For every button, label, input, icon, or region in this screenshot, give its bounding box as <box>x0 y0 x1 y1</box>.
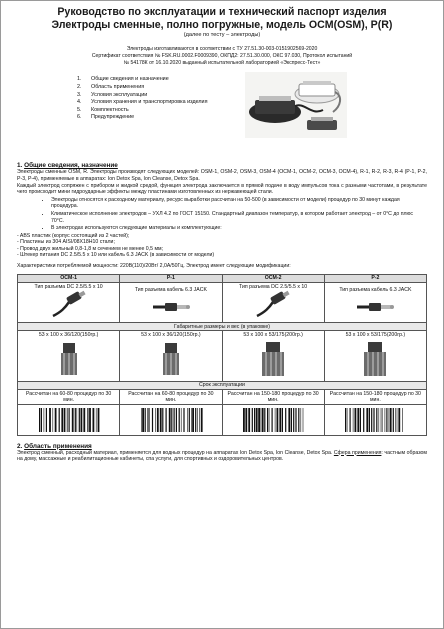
barcode-bar <box>74 408 75 432</box>
barcode-bar <box>301 408 302 432</box>
barcode-bar <box>285 408 286 432</box>
barcode-bar <box>162 408 163 432</box>
material-item: - ABS пластик (корпус состоящий из 2 частей); <box>17 232 130 239</box>
barcode-bar <box>374 408 375 432</box>
barcode-cell <box>120 404 222 435</box>
barcode-bar <box>157 408 159 432</box>
barcode-bar <box>192 408 194 432</box>
barcode-bar <box>187 408 188 432</box>
table-of-contents <box>77 76 231 122</box>
barcode-bar <box>355 408 357 432</box>
barcode-bar <box>347 408 348 432</box>
barcode-bar <box>258 408 260 432</box>
barcode-bar <box>201 408 203 432</box>
barcode-bar <box>178 408 179 432</box>
barcode-bar <box>358 408 360 432</box>
barcode-bar <box>399 408 401 432</box>
barcode-bar <box>152 408 153 432</box>
life-cell: Рассчитан на 150-180 процедур по 30 мин. <box>324 389 426 404</box>
material-item: - Пластины из 304 AISI/08Х18Н10 стали; <box>17 239 115 246</box>
toc-item: 4. Условия хранения и транспортировка изделия <box>77 99 208 106</box>
bullet-item: • Электроды относятся к расходному материалу, ресурс выработки рассчитан на 50-500 (в зависимости от модели) процедур по 30 минут каждая процедура. <box>51 197 427 210</box>
toc-item: 2. Область применения <box>77 83 145 90</box>
barcode-bar <box>76 408 77 432</box>
barcode-bar <box>67 408 68 432</box>
toc-item: 5. Комплектность <box>77 106 129 113</box>
barcode-bar <box>43 408 44 432</box>
cert-line-3: № 54178К от 16.10.2020 выданный испытательной лабораторией «Экспресс-Тест» <box>123 59 321 66</box>
barcode-bar <box>80 408 82 432</box>
barcode-bar <box>289 408 291 432</box>
dc-plug-icon <box>49 290 89 320</box>
barcode-bar <box>269 408 270 432</box>
jack-plug-icon <box>355 293 395 317</box>
barcode-bar <box>403 408 404 432</box>
section-1-paragraph-1: Электроды сменные OSM, R. Электроды производят следующих моделей: OSM-1, OSM-2, OSM-3, OSM-4 (OCM-1, OCM-2, OCM-3, OCM-4), R-1, R-2, R-3, R-4 (P-1, P-2, P-3, P-4), применяемые в аппаратах: Ion Detox Spa, Ion Cleanse, Detox Spa. <box>17 169 427 182</box>
section-1-title: Общие сведения, назначение <box>24 162 118 170</box>
barcode-bar <box>191 408 192 432</box>
barcode-bar <box>264 408 265 432</box>
power-characteristics: Характеристики потребляемой мощности: 220В(110)/20Вт/ 2,0А/50Гц. Электрод имеет следующие модификации: <box>17 262 291 269</box>
barcode-bar <box>171 408 172 432</box>
barcode-icon <box>37 407 101 433</box>
barcode-bar <box>97 408 99 432</box>
barcode-icon <box>139 407 203 433</box>
barcode-bar <box>83 408 85 432</box>
barcode-bar <box>197 408 198 432</box>
barcode-bar <box>379 408 380 432</box>
barcode-bar <box>280 408 282 432</box>
model-header: OCM-2 <box>222 274 324 282</box>
barcode-bar <box>39 408 40 432</box>
model-header: OCM-1 <box>18 274 120 282</box>
barcode-bar <box>393 408 394 432</box>
barcode-bar <box>272 408 273 432</box>
barcode-bar <box>61 408 63 432</box>
barcode-cell <box>324 404 426 435</box>
connector-cell: Тип разъема кабель 6.3 JACK <box>120 282 222 323</box>
barcode-bar <box>277 408 279 432</box>
cert-line-1: Электроды изготавливаются в соответствии с ТУ 27.51.30-003-0151902569-2020 <box>126 46 318 52</box>
barcode-bar <box>89 408 91 432</box>
table-header-row <box>18 274 427 282</box>
title-line-1: Руководство по эксплуатации и технический паспорт изделия <box>57 6 387 18</box>
life-cell: Рассчитан на 60-80 процедур по 30 мин. <box>18 389 120 404</box>
barcode-bar <box>45 408 46 432</box>
barcode-cell <box>222 404 324 435</box>
barcode-bar <box>291 408 292 432</box>
barcode-bar <box>387 408 388 432</box>
barcode-bar <box>395 408 396 432</box>
barcode-bar <box>142 408 144 432</box>
model-header: P-2 <box>324 274 426 282</box>
connector-row <box>18 282 427 323</box>
barcode-bar <box>390 408 392 432</box>
barcode-icon <box>241 407 305 433</box>
title-line-2: Электроды сменные, полно погружные, модель OCM(OSM), P(R) <box>51 18 393 31</box>
barcode-bar <box>169 408 171 432</box>
life-header-row <box>18 381 427 389</box>
barcode-bar <box>381 408 382 432</box>
barcode-bar <box>360 408 361 432</box>
barcode-bar <box>78 408 79 432</box>
barcode-bar <box>363 408 364 432</box>
barcode-bar <box>371 408 372 432</box>
bullet-item: • В электродах используются следующие материалы и комплектующие: <box>51 225 427 232</box>
dims-cell: 53 x 100 x 53/175(200гр.) <box>222 331 324 382</box>
barcode-bar <box>353 408 354 432</box>
barcode-bar <box>350 408 351 432</box>
document-title <box>17 6 427 31</box>
jack-plug-icon <box>151 293 191 317</box>
life-cell: Рассчитан на 60-80 процедур по 30 мин. <box>120 389 222 404</box>
barcode-bar <box>243 408 245 432</box>
certification-block <box>17 46 427 66</box>
section-2-number: 2. <box>17 442 23 450</box>
barcode-bar <box>54 408 56 432</box>
barcode-bar <box>63 408 64 432</box>
barcode-bar <box>58 408 59 432</box>
barcode-bar <box>165 408 166 432</box>
barcode-bar <box>96 408 97 432</box>
barcode-bar <box>173 408 174 432</box>
electrode-photo <box>156 339 186 379</box>
section-2-paragraph: Электрод сменный, расходный материал, применяется для водных процедур на аппаратах Ion Detox Spa, Ion Cleanse, Detox Spa. Сфера применения: частным образом на дому, массажные и реабилитационные кабинеты, спа услуги, для спортивных и оздоровительных центров. <box>17 449 427 463</box>
barcode-bar <box>382 408 383 432</box>
barcode-bar <box>298 408 299 432</box>
barcode-bar <box>389 408 390 432</box>
cert-line-2: Сертификат соответствия № FSK.RU.0002.F0009390, ОКПД2: 27.51.30.000, ОКС 97.030, Протокол испытаний <box>91 52 353 59</box>
barcode-row <box>18 404 427 435</box>
barcode-bar <box>160 408 162 432</box>
barcode-bar <box>282 408 283 432</box>
barcode-bar <box>252 408 253 432</box>
electrode-photo <box>54 339 84 379</box>
barcode-bar <box>261 408 262 432</box>
barcode-bar <box>377 408 378 432</box>
barcode-bar <box>92 408 94 432</box>
connector-cell: Тип разъема кабель 6.3 JACK <box>324 282 426 323</box>
dims-header: Габаритные размеры и вес (в упаковке) <box>18 323 427 331</box>
barcode-bar <box>248 408 250 432</box>
barcode-icon <box>343 407 407 433</box>
materials-list <box>17 233 427 259</box>
section-1-number: 1. <box>17 162 23 170</box>
barcode-bar <box>267 408 268 432</box>
barcode-bar <box>141 408 142 432</box>
electrodes-photo <box>245 72 347 138</box>
life-row <box>18 389 427 404</box>
barcode-bar <box>199 408 200 432</box>
life-cell: Рассчитан на 150-180 процедур по 30 мин. <box>222 389 324 404</box>
section-1-bullets <box>17 197 427 232</box>
barcode-bar <box>195 408 196 432</box>
toc-area <box>17 72 427 158</box>
barcode-bar <box>367 408 369 432</box>
barcode-bar <box>385 408 386 432</box>
document-subtitle: (далее по тесту – электроды) <box>183 32 261 38</box>
barcode-bar <box>296 408 297 432</box>
model-header: P-1 <box>120 274 222 282</box>
dims-cell: 53 x 100 x 36/120(150гр.) <box>120 331 222 382</box>
barcode-bar <box>147 408 148 432</box>
electrode-photo <box>358 339 392 379</box>
barcode-bar <box>293 408 294 432</box>
dims-header-row <box>18 323 427 331</box>
barcode-bar <box>65 408 66 432</box>
barcode-bar <box>345 408 346 432</box>
barcode-bar <box>71 408 73 432</box>
barcode-bar <box>87 408 88 432</box>
barcode-bar <box>184 408 185 432</box>
barcode-bar <box>68 408 69 432</box>
barcode-bar <box>262 408 264 432</box>
toc-item: 6. Предупреждение <box>77 114 135 121</box>
barcode-cell <box>18 404 120 435</box>
toc-item: 1. Общие сведения и назначение <box>77 76 169 83</box>
barcode-bar <box>181 408 182 432</box>
connector-cell: Тип разъема DC 2.5/5.5 x 10 <box>222 282 324 323</box>
barcode-bar <box>52 408 53 432</box>
material-item: - Штекер питания DC 2.5/5.5 x 10 или кабель 6.3 JACK (в зависимости от модели) <box>17 252 215 259</box>
barcode-bar <box>40 408 41 432</box>
section-2-title: Область применения <box>24 442 92 450</box>
dc-plug-icon <box>253 290 293 320</box>
barcode-bar <box>149 408 150 432</box>
dims-cell: 53 x 100 x 53/175(200гр.) <box>324 331 426 382</box>
modifications-table <box>17 274 427 436</box>
barcode-bar <box>144 408 145 432</box>
sphere-label: Сфера применения <box>333 449 382 456</box>
dims-row <box>18 331 427 382</box>
barcode-bar <box>183 408 184 432</box>
toc-item: 3. Условия эксплуатации <box>77 91 148 98</box>
barcode-bar <box>256 408 258 432</box>
barcode-bar <box>176 408 177 432</box>
barcode-bar <box>246 408 248 432</box>
barcode-bar <box>155 408 156 432</box>
barcode-bar <box>254 408 255 432</box>
barcode-bar <box>189 408 190 432</box>
bullet-item: • Климатическое исполнение электродов – УХЛ 4.2 по ГОСТ 15150. Стандартный диапазон температур, в котором работает электрод – от 0°С до плюс 70°С. <box>51 211 427 224</box>
connector-cell: Тип разъема DC 2.5/5.5 x 10 <box>18 282 120 323</box>
section-1-paragraph-2: Каждый электрод сопряжен с прибором и жидкой средой, функция электрода заключается в прямой подаче в воду импульсов тока с разными частотами, в результате чего происходит мини гидроударные эффекты между пластинами изготовленных из нержавеющей стали. <box>17 182 427 196</box>
life-header: Срок эксплуатации <box>18 381 427 389</box>
dims-cell: 53 x 100 x 36/120(150гр.) <box>18 331 120 382</box>
barcode-bar <box>303 408 304 432</box>
barcode-bar <box>49 408 51 432</box>
section-2-heading <box>17 443 427 450</box>
barcode-bar <box>275 408 276 432</box>
material-item: - Провод двух жильный 0,8-1,8 м сечением не менее 0,5 мм; <box>17 245 164 252</box>
barcode-bar <box>397 408 398 432</box>
barcode-bar <box>369 408 370 432</box>
electrode-photo <box>256 339 290 379</box>
